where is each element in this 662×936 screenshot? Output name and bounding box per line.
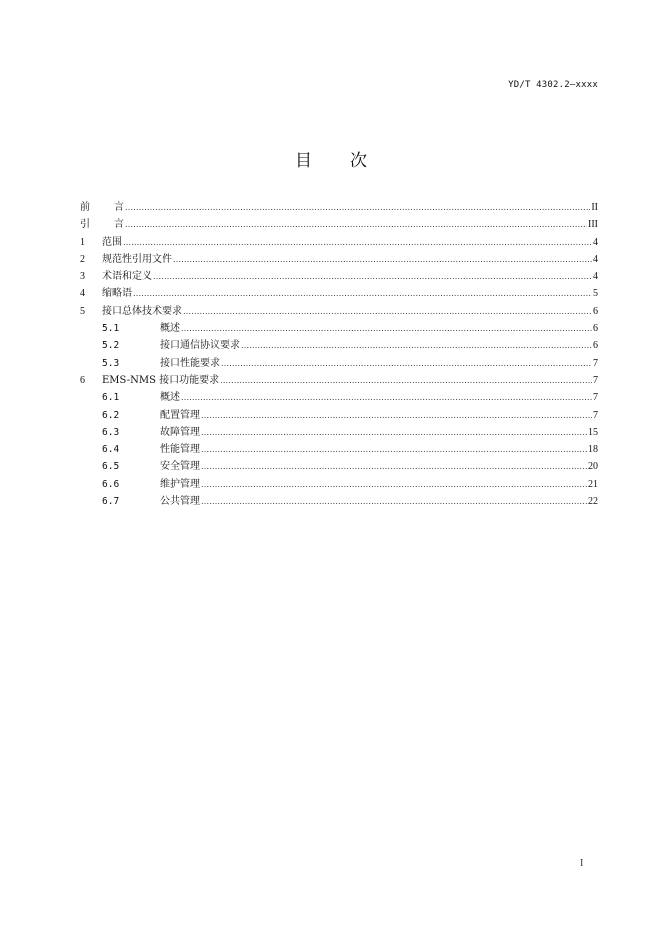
table-of-contents: [80, 199, 598, 510]
toc-leader-dots: [153, 268, 592, 285]
toc-entry-page: 4: [593, 253, 598, 265]
toc-leader-dots: [183, 303, 592, 320]
toc-entry-number: 6.2: [102, 409, 120, 421]
toc-entry-title-char-1: 引: [80, 219, 90, 231]
toc-leader-dots: [125, 199, 590, 216]
toc-entry-page: 5: [593, 288, 598, 300]
toc-entry-number: 6: [80, 374, 85, 386]
toc-entry-page: 7: [593, 374, 598, 386]
toc-entry[interactable]: [80, 216, 598, 233]
toc-entry-number: 5.2: [102, 340, 120, 352]
toc-entry-number: 5: [80, 305, 85, 317]
toc-entry[interactable]: [80, 199, 598, 216]
toc-leader-dots: [201, 476, 587, 493]
toc-entry-page: 6: [593, 305, 598, 317]
toc-entry[interactable]: [80, 285, 598, 302]
toc-entry[interactable]: [80, 337, 598, 354]
toc-leader-dots: [241, 337, 592, 354]
toc-leader-dots: [181, 320, 592, 337]
toc-entry-number: 2: [80, 253, 85, 265]
toc-entry[interactable]: [80, 355, 598, 372]
toc-title-char-2: 次: [350, 151, 367, 171]
toc-entry-number: 6.5: [102, 461, 120, 473]
toc-entry[interactable]: [80, 441, 598, 458]
toc-leader-dots: [125, 216, 587, 233]
toc-entry-page: 4: [593, 236, 598, 248]
toc-entry-number: 3: [80, 271, 85, 283]
toc-entry[interactable]: [80, 320, 598, 337]
toc-leader-dots: [201, 424, 587, 441]
toc-entry-title: 故障管理: [160, 426, 200, 438]
toc-entry-title: 安全管理: [160, 461, 200, 473]
toc-entry-number: 4: [80, 288, 85, 300]
toc-entry-title: 术语和定义: [102, 271, 152, 283]
toc-entry-title-char-1: 前: [80, 202, 90, 213]
toc-entry-number: 6.4: [102, 444, 120, 456]
toc-leader-dots: [201, 458, 587, 475]
toc-entry-title: 性能管理: [160, 444, 200, 456]
toc-entry[interactable]: [80, 372, 598, 389]
toc-entry-title: 接口性能要求: [160, 357, 220, 369]
toc-title: [0, 146, 662, 171]
toc-entry-number: 6.6: [102, 478, 120, 490]
toc-entry[interactable]: [80, 493, 598, 510]
toc-entry-page: II: [591, 202, 598, 213]
toc-entry-page: 4: [593, 271, 598, 283]
toc-entry-title: 接口总体技术要求: [102, 305, 182, 317]
toc-entry-page: 7: [593, 409, 598, 421]
document-number: YD/T 4302.2—xxxx: [508, 80, 598, 90]
toc-leader-dots: [201, 493, 587, 510]
toc-entry-page: 18: [588, 444, 598, 456]
toc-entry-page: 7: [593, 392, 598, 404]
toc-entry-number: 5.1: [102, 323, 120, 335]
toc-entry[interactable]: [80, 251, 598, 268]
toc-entry-number: 5.3: [102, 357, 120, 369]
toc-entry-page: 7: [593, 357, 598, 369]
toc-entry[interactable]: [80, 303, 598, 320]
toc-leader-dots: [173, 251, 592, 268]
toc-entry-page: 15: [588, 426, 598, 438]
toc-leader-dots: [201, 407, 592, 424]
toc-entry-page: 21: [588, 478, 598, 490]
toc-leader-dots: [123, 234, 592, 251]
toc-entry-number: 6.7: [102, 496, 120, 508]
toc-entry-number: 6.1: [102, 392, 120, 404]
toc-entry-title: 概述: [160, 323, 180, 335]
toc-entry[interactable]: [80, 407, 598, 424]
toc-title-char-1: 目: [295, 151, 312, 171]
toc-entry-title: 配置管理: [160, 409, 200, 421]
page-number: I: [580, 858, 584, 869]
toc-entry-title: 规范性引用文件: [102, 253, 172, 265]
toc-entry-title: 维护管理: [160, 478, 200, 490]
toc-entry-page: III: [588, 219, 598, 231]
toc-entry-title: 概述: [160, 392, 180, 404]
toc-entry-title: [80, 199, 124, 216]
toc-entry-title: [80, 216, 124, 233]
toc-entry-title: 公共管理: [160, 496, 200, 508]
toc-entry-title-char-2: 言: [114, 202, 124, 213]
toc-entry[interactable]: [80, 458, 598, 475]
toc-entry-title: 接口通信协议要求: [160, 340, 240, 352]
toc-entry-page: 20: [588, 461, 598, 473]
toc-entry-page: 22: [588, 496, 598, 508]
toc-entry[interactable]: [80, 234, 598, 251]
toc-entry-page: 6: [593, 323, 598, 335]
toc-leader-dots: [221, 355, 592, 372]
toc-leader-dots: [181, 389, 592, 406]
toc-entry[interactable]: [80, 268, 598, 285]
toc-entry-title: 范围: [102, 236, 122, 248]
toc-entry[interactable]: [80, 424, 598, 441]
toc-leader-dots: [133, 285, 592, 302]
toc-entry-number: 1: [80, 236, 85, 248]
toc-entry-page: 6: [593, 340, 598, 352]
toc-entry[interactable]: [80, 476, 598, 493]
toc-entry-number: 6.3: [102, 426, 120, 438]
toc-entry-title: EMS-NMS 接口功能要求: [102, 374, 220, 386]
toc-leader-dots: [201, 441, 587, 458]
toc-entry-title: 缩略语: [102, 288, 132, 300]
toc-entry-title-char-2: 言: [114, 219, 124, 231]
toc-leader-dots: [220, 372, 592, 389]
toc-entry[interactable]: [80, 389, 598, 406]
